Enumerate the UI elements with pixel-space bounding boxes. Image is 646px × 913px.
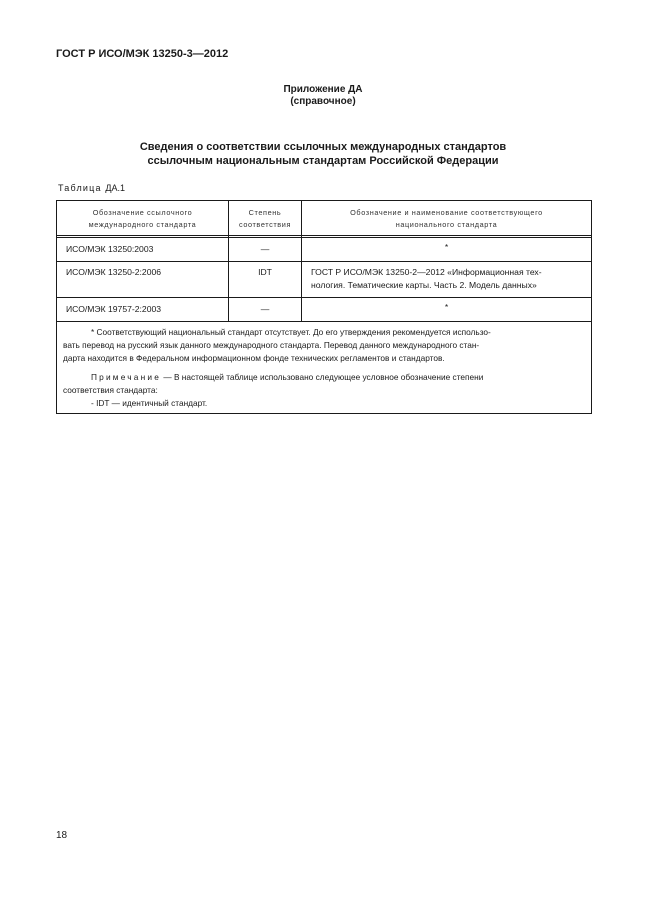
table-cell-degree: IDT — [258, 267, 272, 277]
header-text: Обозначение ссылочного — [92, 208, 193, 217]
table-row-rule — [57, 261, 591, 262]
table-note-line-2: соответствия стандарта: — [63, 385, 158, 395]
section-title — [0, 140, 646, 168]
table-footnote-line-2: вать перевод на русский язык данного международного стандарта. Перевод данного международного стан- — [63, 340, 480, 350]
table-cell-national: * — [444, 242, 449, 252]
table-row-rule — [57, 297, 591, 298]
table-footnote-rule — [57, 321, 591, 322]
table-header-rule-double — [57, 237, 591, 238]
header-text: Степень — [248, 208, 282, 217]
header-text: национального стандарта — [395, 220, 498, 229]
table-cell-degree: — — [260, 304, 270, 314]
conformity-table — [56, 200, 592, 414]
table-cell-reference: ИСО/МЭК 19757-2:2003 — [66, 304, 162, 314]
table-note — [63, 371, 585, 384]
table-caption-word: Таблица — [58, 183, 102, 193]
table-cell-reference: ИСО/МЭК 13250-2:2006 — [66, 267, 162, 277]
table-cell-national: * — [444, 302, 449, 312]
header-national-standard — [302, 207, 591, 231]
annex-subheading: (справочное) — [290, 96, 356, 107]
table-cell-national — [311, 266, 587, 292]
header-reference-standard — [57, 207, 228, 231]
annex-title — [0, 84, 646, 108]
table-cell-reference: ИСО/МЭК 13250:2003 — [66, 244, 154, 254]
national-line-1: ГОСТ Р ИСО/МЭК 13250-2—2012 «Информационная тех- — [311, 267, 542, 277]
header-text: международного стандарта — [88, 220, 197, 229]
table-caption — [58, 183, 125, 193]
table-caption-number: ДА.1 — [105, 183, 126, 193]
header-degree — [229, 207, 301, 231]
annex-heading: Приложение ДА — [283, 84, 363, 95]
header-text: Обозначение и наименование соответствующего — [350, 208, 543, 217]
section-title-line-1: Сведения о соответствии ссылочных международных стандартов — [139, 141, 507, 153]
table-header-rule — [57, 235, 591, 236]
header-text: соответствия — [239, 220, 291, 229]
national-line-2: нология. Тематические карты. Часть 2. Модель данных» — [311, 280, 537, 290]
note-label: Примечание — [91, 372, 162, 382]
table-cell-degree: — — [260, 244, 270, 254]
table-note-line-3: - IDT — идентичный стандарт. — [91, 398, 208, 408]
note-text: — В настоящей таблице использовано следующее условное обозначение степени — [161, 372, 484, 382]
page-number: 18 — [56, 830, 68, 841]
document-code: ГОСТ Р ИСО/МЭК 13250-3—2012 — [56, 48, 229, 60]
section-title-line-2: ссылочным национальным стандартам Российской Федерации — [147, 155, 499, 167]
table-footnote-line-3: дарта находится в Федеральном информационном фонде технических регламентов и стандартов. — [63, 353, 445, 363]
table-footnote-line-1: * Соответствующий национальный стандарт отсутствует. До его утверждения рекомендуется использо- — [91, 327, 491, 337]
